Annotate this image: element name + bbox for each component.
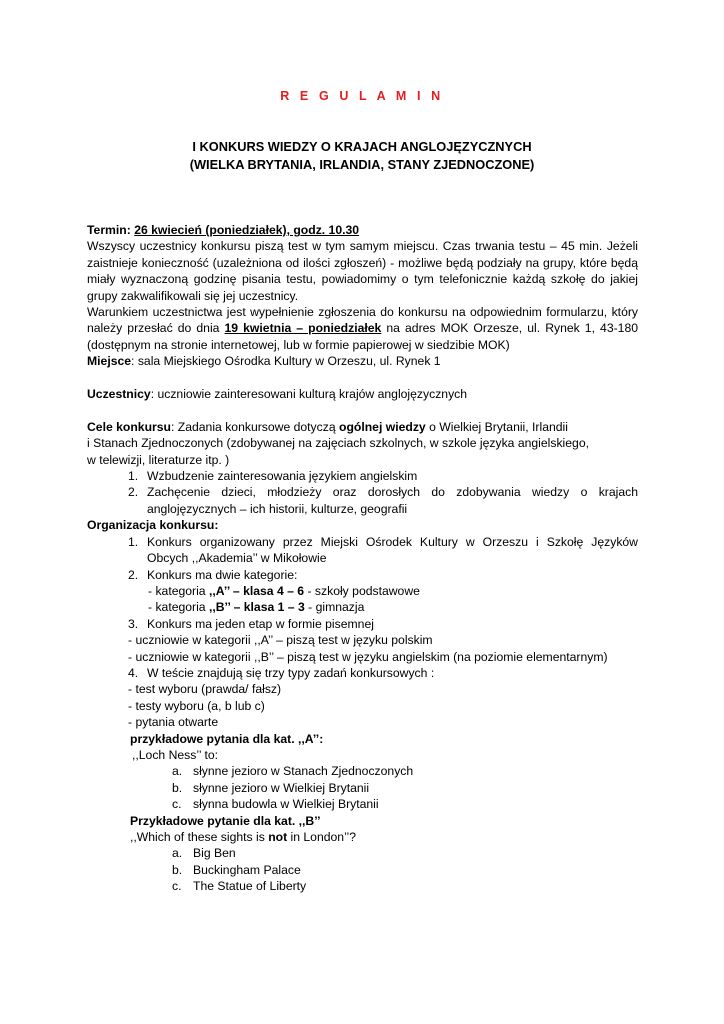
miejsce-label: Miejsce <box>87 354 132 369</box>
option-text: słynne jezioro w Wielkiej Brytanii <box>193 780 370 795</box>
cele-bold: ogólnej wiedzy <box>339 419 426 434</box>
list-text: Wzbudzenie zainteresowania językiem angielskim <box>147 469 418 484</box>
answer-option <box>87 862 638 878</box>
registration-deadline: 19 kwietnia – poniedziałek <box>224 321 382 336</box>
option-text: słynna budowla w Wielkiej Brytanii <box>193 797 379 812</box>
category-a-line <box>87 583 638 599</box>
list-text: Zachęcenie dzieci, młodzieży oraz dorosłych do zdobywania wiedzy o krajach <box>147 485 638 500</box>
list-item <box>87 616 638 632</box>
termin-line <box>87 222 638 238</box>
list-text: anglojęzycznych – ich historii, kulturze, geografii <box>147 501 408 516</box>
option-text: Big Ben <box>193 846 236 861</box>
language-line: - uczniowie w kategorii ,,A’’ – piszą test w języku polskim <box>128 633 433 648</box>
list-text: Obcych ,,Akademia’’ w Mikołowie <box>147 551 327 566</box>
list-number: 2. <box>128 567 139 582</box>
list-text: Konkurs ma jeden etap w formie pisemnej <box>147 616 374 631</box>
answer-option <box>87 796 638 812</box>
example-b-heading: Przykładowe pytanie dla kat. ,,B’’ <box>130 813 321 828</box>
termin-value: 26 kwiecień (poniedziałek), godz. 10.30 <box>134 223 360 237</box>
uczestnicy-label: Uczestnicy <box>87 387 151 402</box>
list-text: W teście znajdują się trzy typy zadań konkursowych : <box>147 665 435 680</box>
list-item <box>87 665 638 681</box>
question-text: ,,Which of these sights is <box>130 830 265 844</box>
miejsce-value: : sala Miejskiego Ośrodka Kultury w Orzeszu, ul. Rynek 1 <box>131 354 441 369</box>
cele-line: i Stanach Zjednoczonych (zdobywanej na zajęciach szkolnych, w szkole języka angielskiego, <box>87 436 589 451</box>
category-text: - kategoria <box>148 600 206 615</box>
task-type: - testy wyboru (a, b lub c) <box>128 698 265 713</box>
category-b-line <box>87 599 638 615</box>
contest-heading-line1: I KONKURS WIEDZY O KRAJACH ANGLOJĘZYCZNYCH <box>192 139 532 154</box>
list-number: 4. <box>128 665 139 680</box>
uczestnicy-line <box>87 386 638 402</box>
cele-line: w telewizji, literaturze itp. ) <box>87 452 230 467</box>
option-text: słynne jezioro w Stanach Zjednoczonych <box>193 764 414 779</box>
answer-option <box>87 780 638 796</box>
list-number: 1. <box>128 534 139 549</box>
example-a-question: ,,Loch Ness’’ to: <box>132 747 219 762</box>
contest-heading <box>0 138 724 173</box>
option-letter: a. <box>172 846 183 861</box>
option-letter: c. <box>172 797 182 812</box>
registration-paragraph-line <box>87 320 638 336</box>
cele-text: o Wielkiej Brytanii, Irlandii <box>429 419 568 434</box>
example-a-heading: przykładowe pytania dla kat. ,,A’’: <box>130 731 324 746</box>
option-letter: b. <box>172 780 183 795</box>
rules-paragraph-line: grupy zakwalifikowali się jej uczestnicy. <box>87 288 299 303</box>
question-bold: not <box>268 830 288 844</box>
list-item <box>87 534 638 567</box>
organizacja-label: Organizacja konkursu: <box>87 518 219 533</box>
contest-heading-line2: (WIELKA BRYTANIA, IRLANDIA, STANY ZJEDNOCZONE) <box>189 156 535 172</box>
answer-option <box>87 845 638 861</box>
cele-text: : Zadania konkursowe dotyczą <box>171 419 336 434</box>
miejsce-line <box>87 353 638 369</box>
registration-paragraph-line: (dostępnym na stronie internetowej, lub w formie papierowej w siedzibie MOK) <box>87 337 510 352</box>
option-letter: a. <box>172 764 183 779</box>
category-text: - kategoria <box>148 583 206 598</box>
rules-paragraph-line: Wszyscy uczestnicy konkursu piszą test w tym samym miejscu. Czas trwania testu – 45 min. Jeżeli <box>87 239 638 254</box>
category-b-bold: ,,B’’ – klasa 1 – 3 <box>208 600 305 615</box>
task-type: - pytania otwarte <box>128 715 219 730</box>
uczestnicy-value: : uczniowie zainteresowani kulturą krajów anglojęzycznych <box>150 387 468 402</box>
answer-option <box>87 878 638 894</box>
list-text: Konkurs organizowany przez Miejski Ośrodek Kultury w Orzeszu i Szkołę Języków <box>147 534 638 549</box>
category-text: - gimnazja <box>308 600 365 615</box>
question-text: in London’’? <box>290 830 357 844</box>
list-item <box>87 484 638 517</box>
list-number: 2. <box>128 485 139 500</box>
option-text: Buckingham Palace <box>193 862 301 877</box>
document-title: R E G U L A M I N <box>280 89 444 103</box>
list-item <box>87 468 638 484</box>
list-text: Konkurs ma dwie kategorie: <box>147 567 298 582</box>
termin-label: Termin: <box>87 223 131 237</box>
category-a-bold: ,,A’’ – klasa 4 – 6 <box>208 583 305 598</box>
list-number: 1. <box>128 469 139 484</box>
registration-text: należy przesłać do dnia <box>87 321 220 336</box>
rules-paragraph-line: miały wyznaczoną godzinę pisania testu, powiadomimy o tym telefonicznie każdą szkołę do jakiej <box>87 272 638 287</box>
option-text: The Statue of Liberty <box>193 879 307 894</box>
registration-paragraph-line: Warunkiem uczestnictwa jest wypełnienie zgłoszenia do konkursu na odpowiednim formularzu, który <box>87 305 638 320</box>
registration-text: na adres MOK Orzesze, ul. Rynek 1, 43-180 <box>386 321 638 336</box>
rules-paragraph-line: zaistnieje konieczność (uzależniona od ilości zgłoszeń) - możliwe będą podziały na grupy, które będą <box>87 255 638 270</box>
category-text: - szkoły podstawowe <box>307 583 420 598</box>
option-letter: c. <box>172 879 182 894</box>
option-letter: b. <box>172 862 183 877</box>
answer-option <box>87 763 638 779</box>
list-number: 3. <box>128 616 139 631</box>
task-type: - test wyboru (prawda/ fałsz) <box>128 682 282 697</box>
cele-line <box>87 419 638 435</box>
document-body <box>87 222 638 895</box>
language-line: - uczniowie w kategorii ,,B’’ – piszą test w języku angielskim (na poziomie elementarnym) <box>128 649 608 664</box>
cele-label: Cele konkursu <box>87 419 171 434</box>
example-b-question <box>87 829 638 845</box>
list-item <box>87 567 638 583</box>
